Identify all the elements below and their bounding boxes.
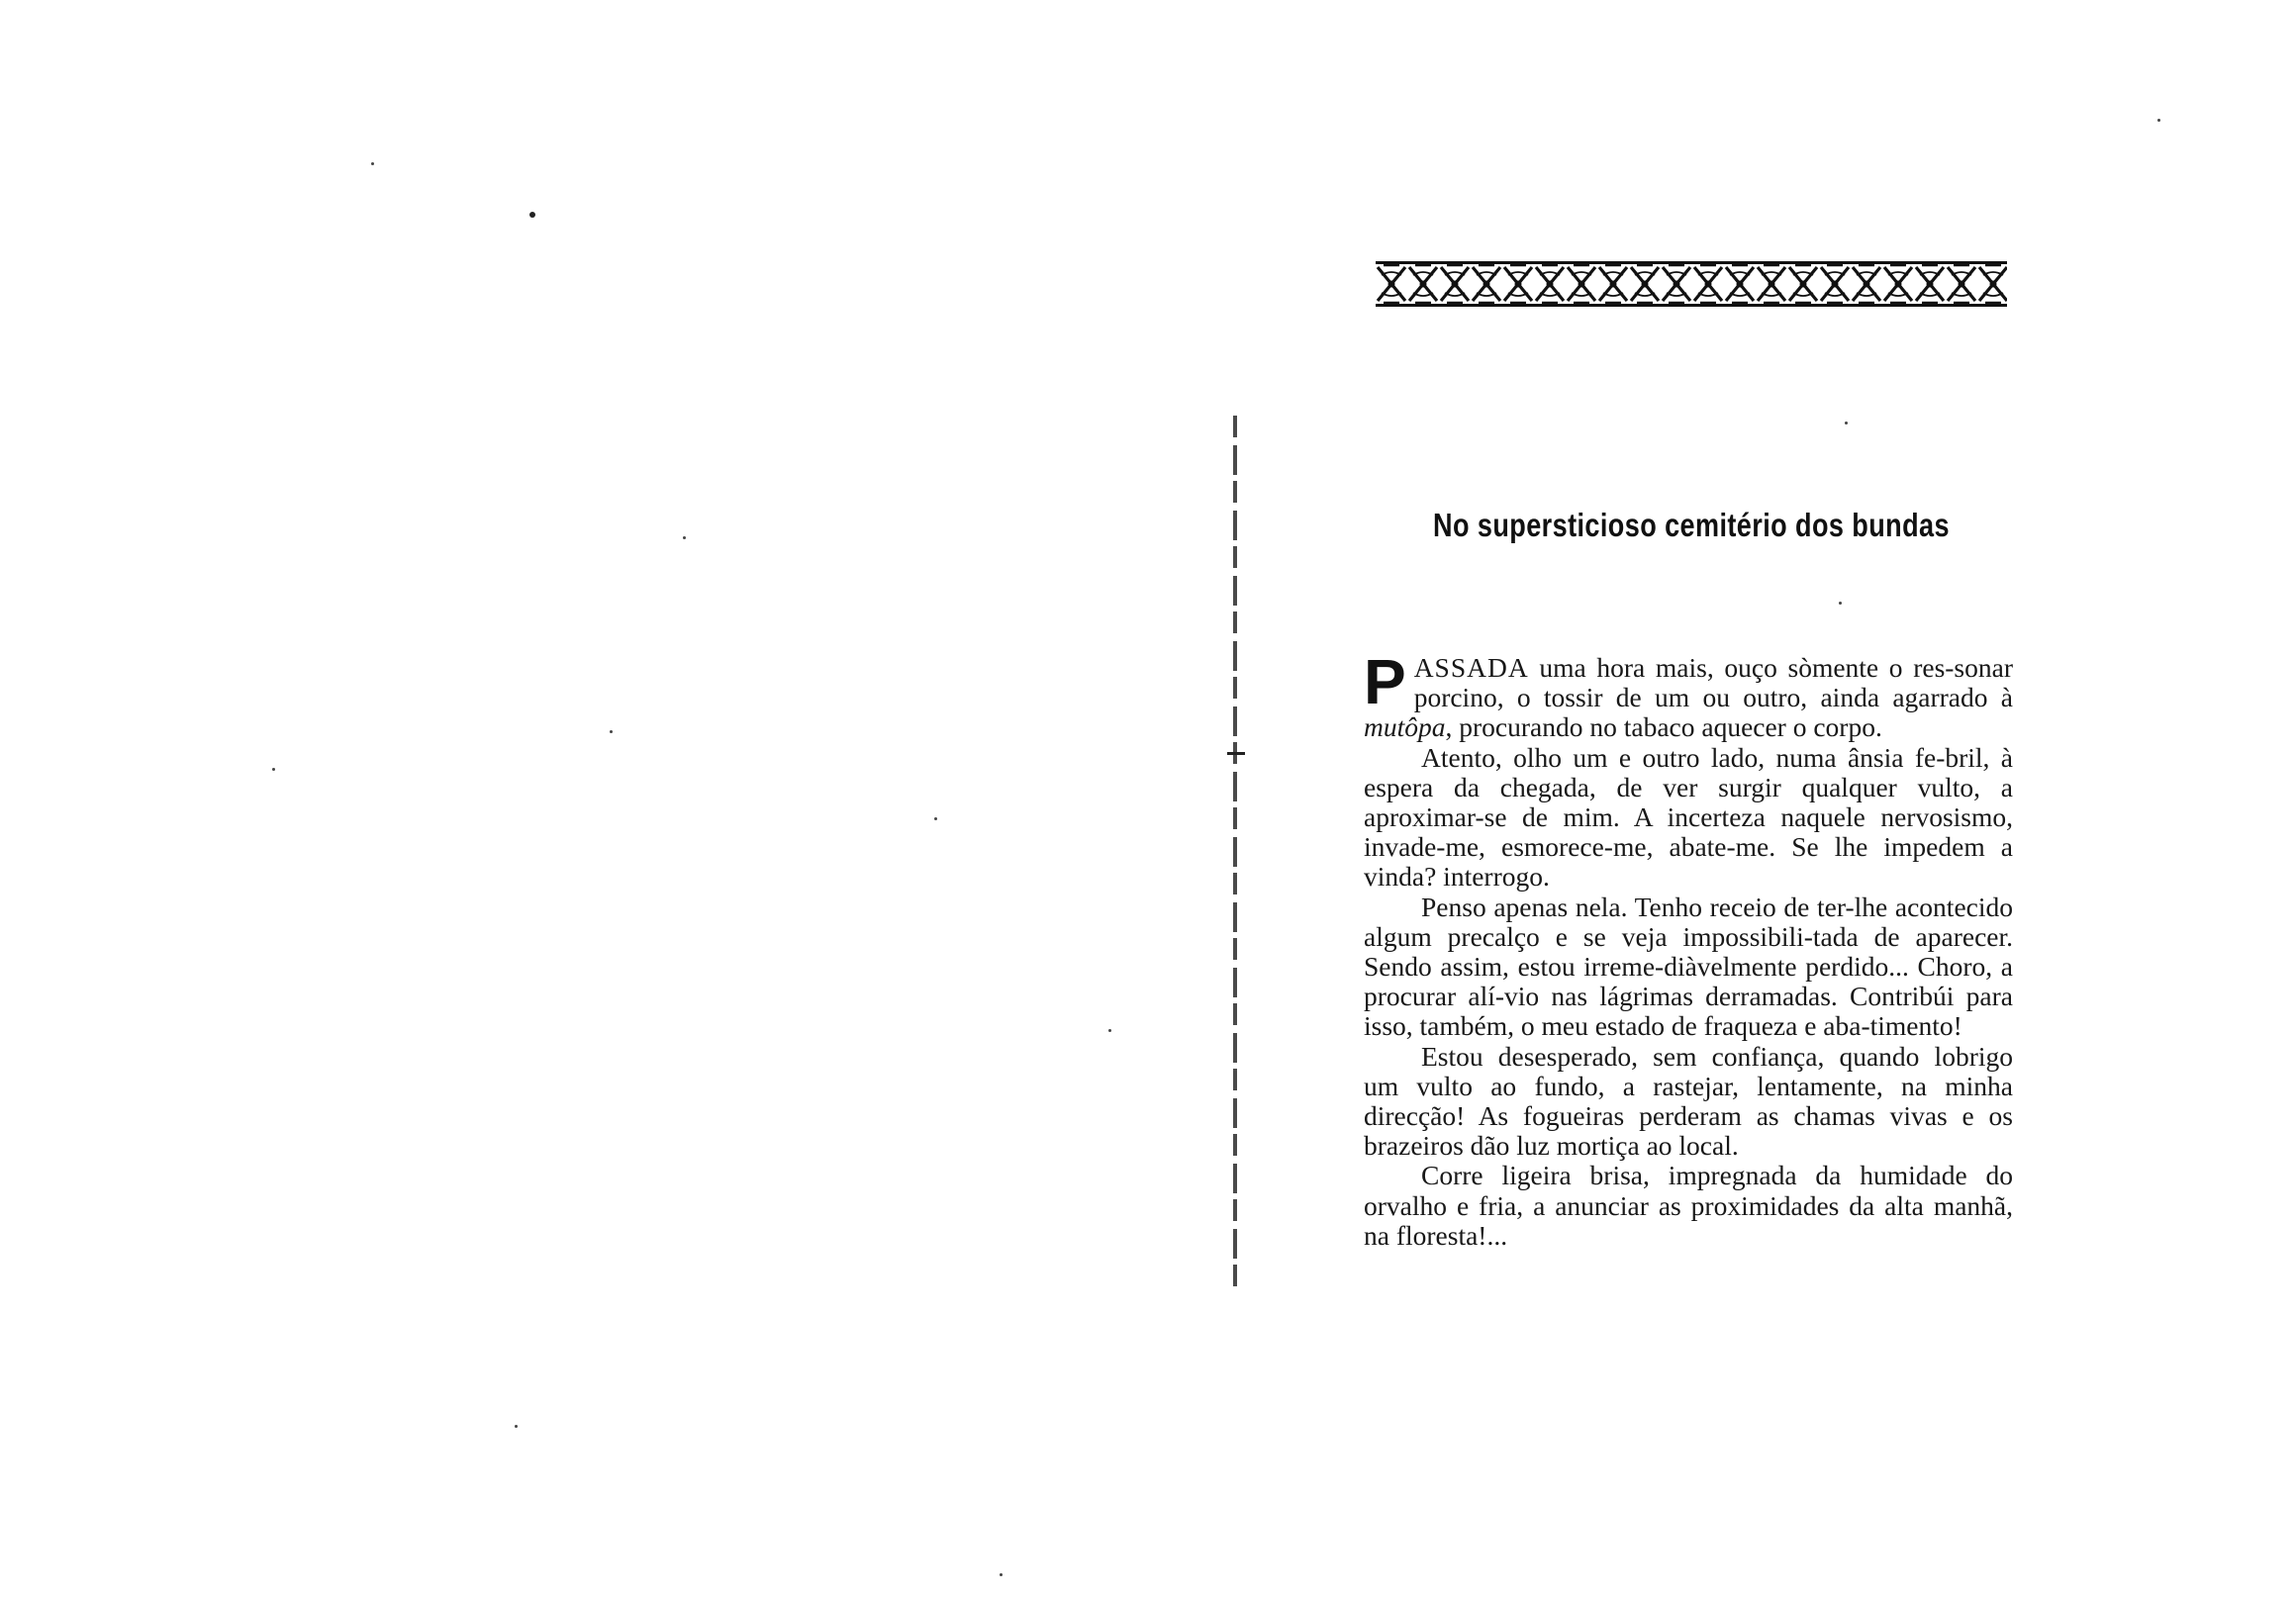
paragraph: Estou desesperado, sem confiança, quando lobrigo um vulto ao fundo, a rastejar, lentamente, na minha direcção! As fogueiras perderam as chamas vivas e os brazeiros dão luz mortiça ao local. — [1364, 1040, 2013, 1162]
scan-speck — [683, 536, 686, 539]
scan-speck — [515, 1425, 518, 1428]
scan-speck — [2157, 119, 2160, 122]
paragraph: Corre ligeira brisa, impregnada da humidade do orvalho e fria, a anunciar as proximidades da alta manhã, na floresta!... — [1364, 1160, 2013, 1251]
paragraph — [1364, 646, 2013, 743]
scan-speck — [610, 730, 613, 733]
scan-speck — [1108, 1029, 1111, 1032]
drop-cap: P — [1364, 646, 1406, 717]
paragraph-text: uma hora mais, ouço sòmente o res-sonar porcino, o tossir de um ou outro, ainda agarrado à — [1413, 652, 2013, 713]
chapter-title: No supersticioso cemitério dos bundas — [1433, 507, 1950, 543]
emphasized-word: mutôpa — [1364, 711, 1446, 743]
ornament-border — [1376, 259, 2007, 309]
scan-speck — [934, 817, 937, 820]
scan-speck — [371, 162, 374, 165]
scan-speck — [529, 212, 535, 218]
gutter-mark — [1227, 752, 1245, 755]
body-text — [1364, 646, 2013, 1251]
scan-speck — [272, 768, 275, 771]
page-gutter — [1233, 416, 1237, 1286]
lead-word: ASSADA — [1413, 652, 1529, 683]
paragraph: Atento, olho um e outro lado, numa ânsia fe-bril, à espera da chegada, de ver surgir qualquer vulto, a aproximar-se de mim. A incerteza naquele nervosismo, invade-me, esmorece-me, abate-me. Se lhe impedem a vinda? interrogo. — [1364, 741, 2013, 893]
scan-speck — [1000, 1573, 1003, 1576]
paragraph-text: , procurando no tabaco aquecer o corpo. — [1445, 711, 1882, 743]
paragraph: Penso apenas nela. Tenho receio de ter-lhe acontecido algum precalço e se veja impossibili-tada de aparecer. Sendo assim, estou irreme-diàvelmente perdido... Choro, a procurar alí-vio nas lágrimas derramadas. Contribúi para isso, também, o meu estado de fraqueza e aba-timento! — [1364, 891, 2013, 1042]
scan-speck — [1839, 602, 1842, 605]
scan-speck — [1845, 422, 1848, 424]
